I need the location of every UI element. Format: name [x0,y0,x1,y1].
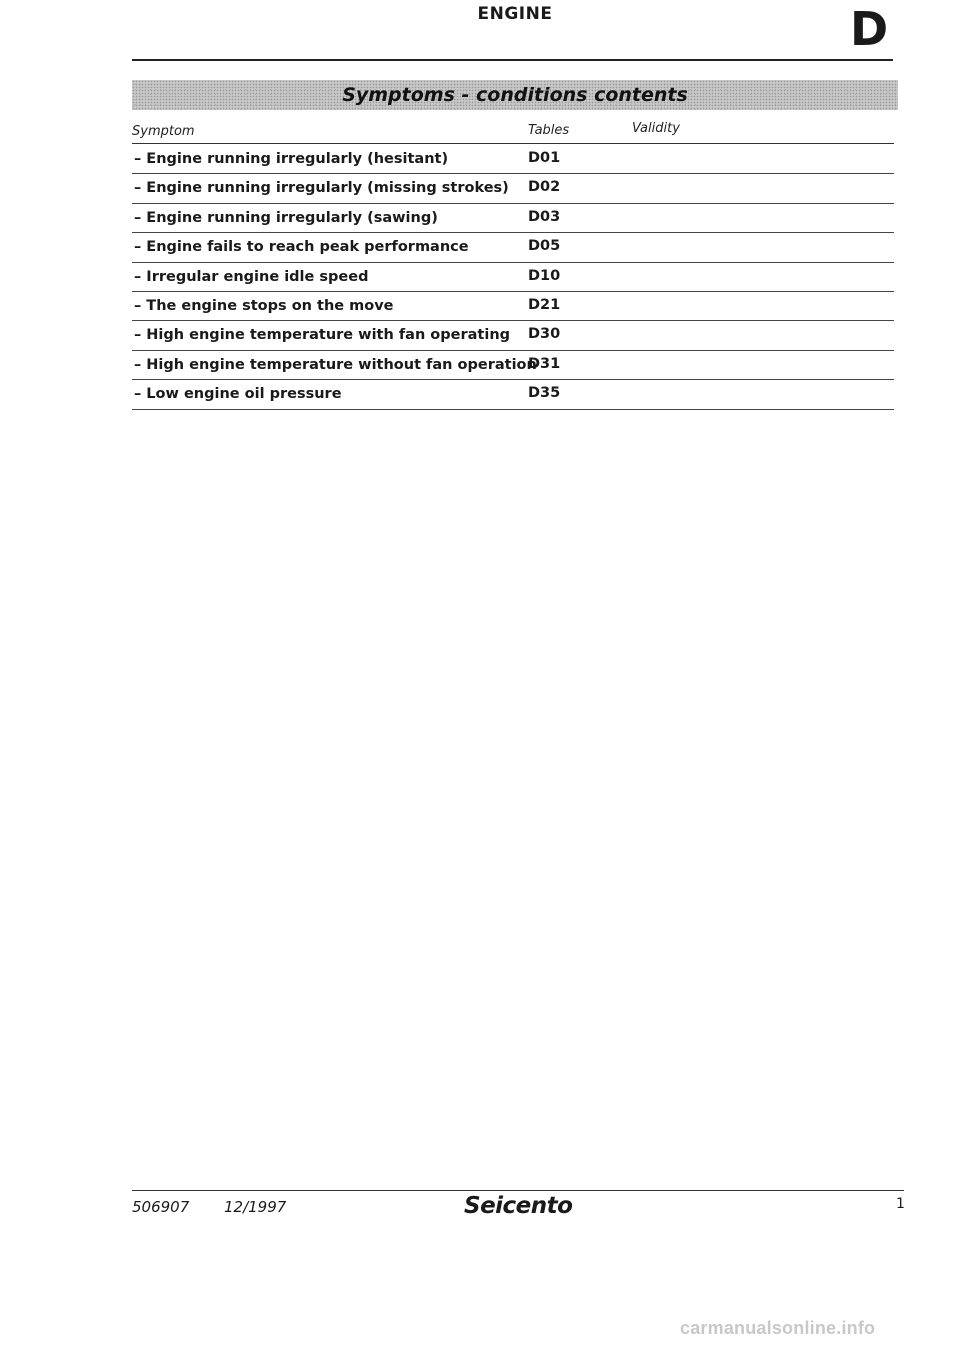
contents-title: Symptoms - conditions contents [342,84,688,106]
model-name: Seicento [464,1193,573,1219]
symptom-text: – High engine temperature with fan operating [134,327,511,344]
table-row[interactable] [132,321,894,350]
table-ref[interactable]: D31 [528,355,561,372]
table-row[interactable] [132,145,894,174]
symptom-text: – Engine fails to reach peak performance [134,239,469,256]
column-header-validity: Validity [632,121,680,136]
table-row[interactable] [132,233,894,262]
table-row[interactable] [132,380,894,409]
page-number: 1 [896,1196,905,1212]
table-ref[interactable]: D10 [528,267,561,284]
symptom-text: – Engine running irregularly (missing strokes) [134,180,509,197]
table-ref[interactable]: D02 [528,179,561,196]
column-header-tables: Tables [528,123,570,138]
document-code: 506907 [132,1198,190,1216]
table-ref[interactable]: D30 [528,326,561,343]
table-ref[interactable]: D01 [528,150,561,166]
footer-rule [132,1190,904,1191]
document-date: 12/1997 [224,1198,287,1216]
table-ref[interactable]: D21 [528,296,561,313]
symptom-text: – Engine running irregularly (hesitant) [134,151,449,167]
symptom-text: – Low engine oil pressure [134,386,342,403]
table-ref[interactable]: D05 [528,238,561,255]
header-rule [132,59,893,61]
section-title: ENGINE [477,4,553,24]
symptom-text: – Engine running irregularly (sawing) [134,209,438,226]
column-header-symptom: Symptom [132,124,195,139]
table-row[interactable] [132,174,894,203]
symptom-text: – Irregular engine idle speed [134,268,369,285]
table-row[interactable] [132,263,894,292]
table-row[interactable] [132,292,894,321]
section-letter: D [850,2,889,56]
table-ref[interactable]: D35 [528,385,561,402]
symptom-table [132,145,894,410]
table-row[interactable] [132,351,894,380]
symptom-text: – High engine temperature without fan operation [134,356,537,373]
header-divider [132,143,894,144]
watermark: carmanualsonline.info [680,1318,876,1338]
table-ref[interactable]: D03 [528,208,561,225]
symptom-text: – The engine stops on the move [134,297,394,314]
contents-banner [132,80,898,110]
table-row[interactable] [132,204,894,233]
